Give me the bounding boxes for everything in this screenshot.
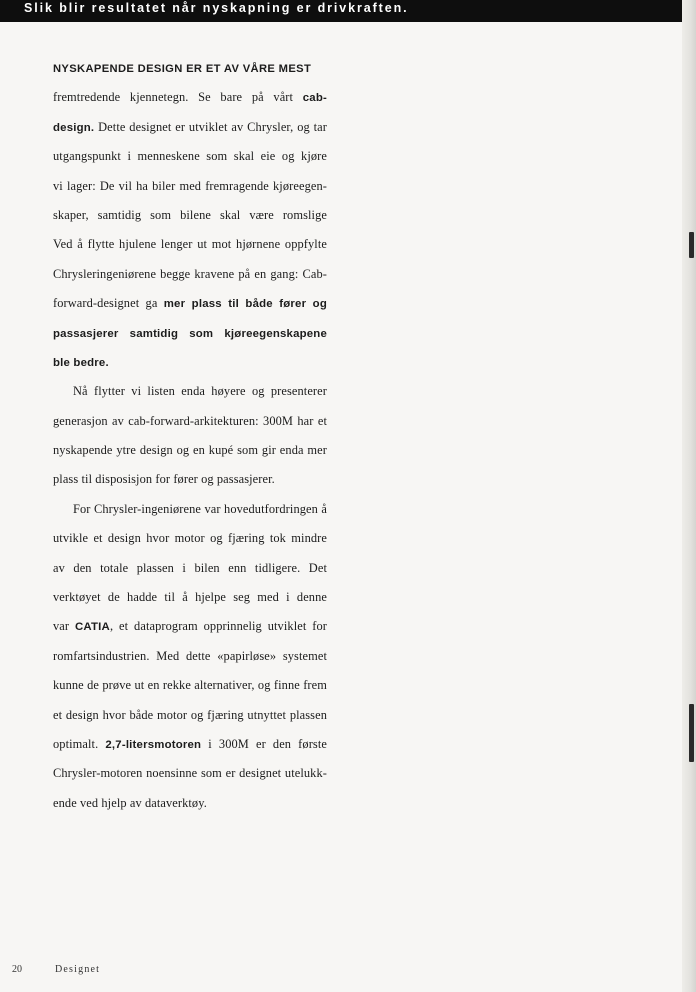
body-text: skaper, samtidig som bilene skal være romslige <box>53 207 327 222</box>
body-text: forward-designet ga <box>53 296 164 311</box>
body-text: generasjon av cab-forward-arkitekturen: 300M har et <box>53 413 327 428</box>
body-text: plass til disposisjon for fører og passasjerer. <box>53 472 275 487</box>
text-line <box>53 671 327 700</box>
text-line <box>53 554 327 583</box>
text-line <box>53 230 327 259</box>
body-text: av den totale plassen i bilen enn tidligere. Det <box>53 560 327 575</box>
text-line <box>53 642 327 671</box>
body-text: For Chrysler-ingeniørene var hovedutfordringen å <box>73 501 327 516</box>
body-text: Chrysler-motoren noensinne som er designet utelukk- <box>53 766 327 781</box>
text-line <box>53 759 327 788</box>
emphasis-text: mer plass til både fører og <box>163 298 327 311</box>
emphasis-text: cab- <box>302 92 327 105</box>
body-text: fremtredende kjennetegn. Se bare på vårt <box>53 90 303 105</box>
text-line <box>53 407 327 436</box>
section-label: Designet <box>55 964 101 975</box>
body-text: vi lager: De vil ha biler med fremragende kjøreegen- <box>53 178 327 193</box>
body-text: verktøyet de hadde til å hjelpe seg med i denne <box>53 590 327 605</box>
emphasis-text: passasjerer samtidig som kjøreegenskapene <box>53 327 327 340</box>
article-headline <box>53 54 327 83</box>
edge-tab-mark <box>689 232 694 258</box>
body-text: Ved å flytte hjulene lenger ut mot hjørnene oppfylte <box>53 237 327 252</box>
body-text: Dette designet er utviklet av Chrysler, og tar <box>94 119 327 134</box>
text-line <box>53 612 327 641</box>
text-line <box>53 289 327 318</box>
text-line <box>53 172 327 201</box>
article-body <box>53 54 327 818</box>
text-line <box>53 465 327 494</box>
body-text: Nå flytter vi listen enda høyere og presenterer <box>73 384 327 399</box>
body-text: ende ved hjelp av dataverktøy. <box>53 795 207 810</box>
header-banner-text: Slik blir resultatet når nyskapning er drivkraften. <box>24 1 409 15</box>
text-line <box>53 113 327 142</box>
text-line <box>53 83 327 112</box>
body-text: var <box>53 619 75 634</box>
text-line <box>53 377 327 406</box>
text-line <box>53 789 327 818</box>
edge-tab-mark <box>689 704 694 762</box>
text-line <box>53 524 327 553</box>
emphasis-text: 2,7-litersmotoren <box>105 738 202 751</box>
text-line <box>53 142 327 171</box>
emphasis-text: design. <box>53 121 95 134</box>
text-line <box>53 583 327 612</box>
body-text: i 300M er den første <box>201 736 327 751</box>
text-line <box>53 730 327 759</box>
text-line <box>53 319 327 348</box>
emphasis-text: NYSKAPENDE DESIGN ER ET AV VÅRE MEST <box>53 63 312 75</box>
body-text: romfartsindustrien. Med dette «papirløse» systemet <box>53 648 327 663</box>
text-line <box>53 495 327 524</box>
text-line <box>53 701 327 730</box>
emphasis-text: CATIA <box>75 621 110 634</box>
text-line <box>53 201 327 230</box>
body-text: , et dataprogram opprinnelig utviklet for <box>109 619 327 634</box>
text-line <box>53 436 327 465</box>
page-edge <box>682 0 696 992</box>
body-text: utvikle et design hvor motor og fjæring tok mindre <box>53 531 327 546</box>
body-text: utgangspunkt i menneskene som skal eie og kjøre <box>53 149 327 164</box>
body-text: Chrysleringeniørene begge kravene på en gang: Cab- <box>53 266 327 281</box>
header-banner <box>0 0 682 22</box>
body-text: optimalt. <box>53 736 106 751</box>
text-line <box>53 348 327 377</box>
text-line <box>53 260 327 289</box>
body-text: et design hvor både motor og fjæring utnyttet plassen <box>53 707 327 722</box>
page-number: 20 <box>12 964 22 975</box>
emphasis-text: ble bedre. <box>53 356 109 369</box>
body-text: kunne de prøve ut en rekke alternativer, og finne frem <box>53 678 327 693</box>
body-text: nyskapende ytre design og en kupé som gir enda mer <box>53 443 327 458</box>
